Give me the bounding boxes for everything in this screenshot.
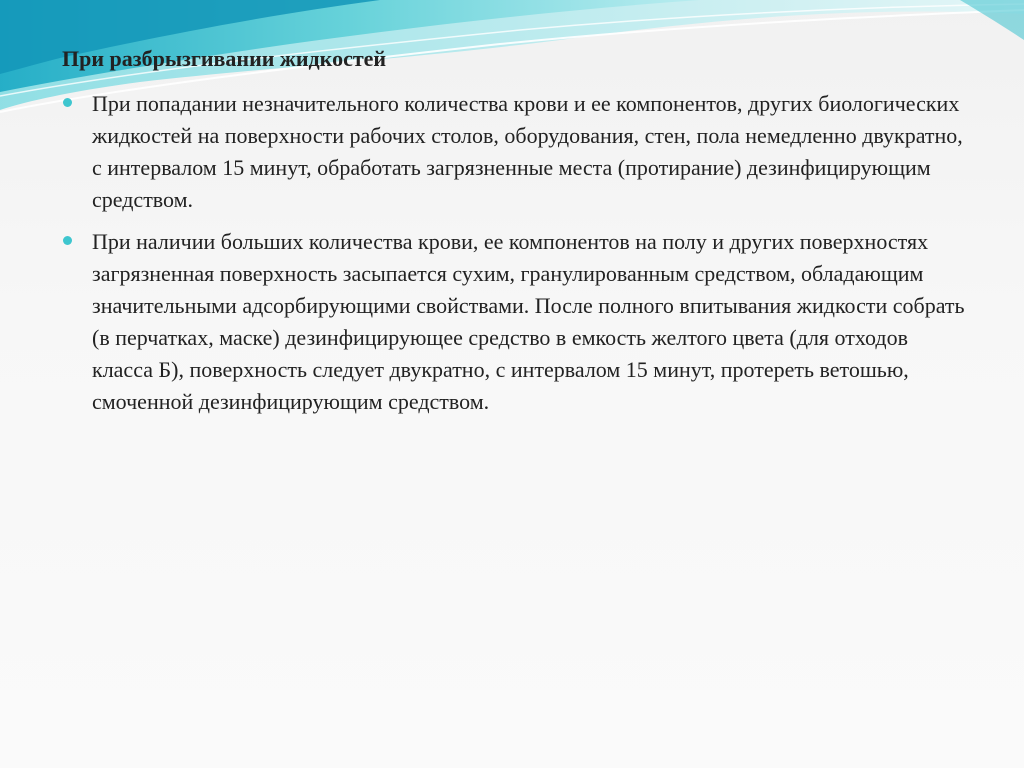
list-item <box>62 226 967 418</box>
bullet-dot-icon <box>63 98 72 107</box>
slide-title: При разбрызгивании жидкостей <box>62 46 387 71</box>
bullet-dot-icon <box>63 236 72 245</box>
list-item <box>62 88 967 216</box>
bullet-list <box>62 88 967 428</box>
bullet-text: При наличии больших количества крови, ее компонентов на полу и других поверхностях загрязненная поверхность засыпается сухим, гранулированным средством, обладающим значительными адсорбирующими свойствами. После полного впитывания жидкости собрать (в перчатках, маске) дезинфицирующее средство в емкость желтого цвета (для отходов класса Б), поверхность следует двукратно, с интервалом 15 минут, протереть ветошью, смоченной дезинфицирующим средством. <box>92 229 965 414</box>
bullet-text: При попадании незначительного количества крови и ее компонентов, других биологических жидкостей на поверхности рабочих столов, оборудования, стен, пола немедленно двукратно, с интервалом 15 минут, обработать загрязненные места (протирание) дезинфицирующим средством. <box>92 91 963 212</box>
